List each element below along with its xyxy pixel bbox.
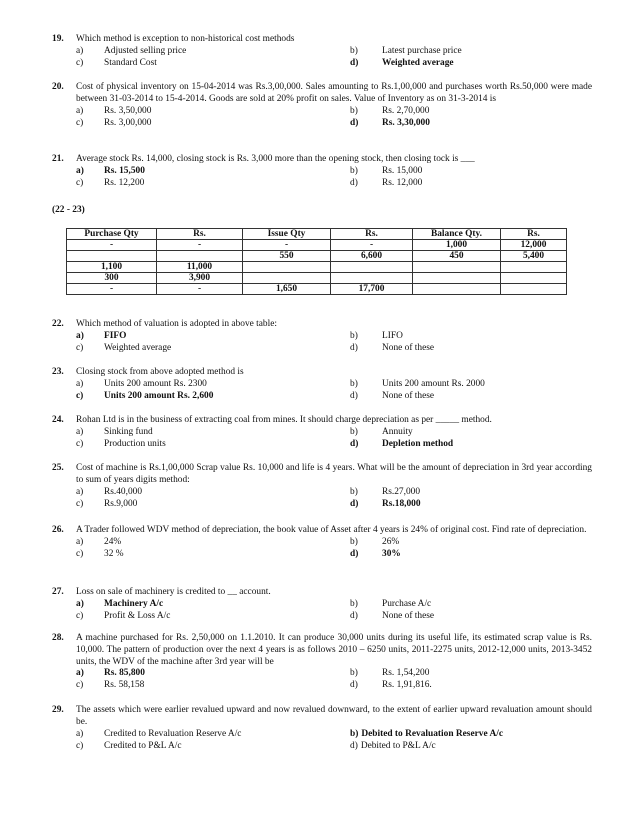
option-text: Rs.9,000: [104, 498, 138, 509]
stock-ledger-table: [66, 228, 567, 295]
option-label: d): [350, 117, 359, 128]
table-cell: 1,000: [413, 240, 501, 251]
option-text-answer: FIFO: [104, 330, 127, 341]
table-cell: -: [157, 284, 243, 295]
option-label: c): [76, 548, 84, 559]
column-header: Purchase Qty: [67, 229, 157, 240]
option-text: Rs. 12,200: [104, 177, 145, 188]
question-number: 24.: [52, 415, 64, 425]
table-header-row: [67, 229, 567, 240]
question-number: 20.: [52, 82, 64, 92]
option-text: Units 200 amount Rs. 2300: [104, 378, 207, 389]
table-cell: 6,600: [331, 251, 413, 262]
table-cell: 550: [243, 251, 331, 262]
option-text: Credited to P&L A/c: [104, 740, 182, 751]
option-label: b): [350, 536, 358, 547]
question-28: [52, 633, 592, 692]
option-label: a): [76, 165, 84, 176]
option-label: b): [350, 45, 358, 56]
table-row: [67, 273, 567, 284]
option-label: b): [350, 728, 359, 739]
table-cell: [157, 251, 243, 262]
table-cell: [67, 251, 157, 262]
option-text-answer: Units 200 amount Rs. 2,600: [104, 390, 214, 401]
option-text: Rs. 15,000: [382, 165, 423, 176]
option-text: Rs. 2,70,000: [382, 105, 430, 116]
table-cell: [243, 262, 331, 273]
option-label: b): [350, 378, 358, 389]
option-label: c): [76, 438, 84, 449]
option-label: d): [350, 342, 358, 353]
table-cell: [501, 262, 567, 273]
option-text: None of these: [382, 610, 435, 621]
table-cell: -: [331, 240, 413, 251]
column-header: Rs.: [331, 229, 413, 240]
question-number: 25.: [52, 463, 64, 473]
option-label: d): [350, 740, 358, 751]
option-label: c): [76, 740, 84, 751]
option-label: c): [76, 610, 84, 621]
question-number: 22.: [52, 319, 64, 329]
option-text-answer: Rs. 3,30,000: [382, 117, 430, 128]
option-text: Purchase A/c: [382, 598, 432, 609]
question-25: [52, 463, 592, 511]
question-number: 26.: [52, 525, 64, 535]
question-text: The assets which were earlier revalued upward and now revalued downward, to the extent of earlier upward revaluation amount should be.: [76, 705, 592, 727]
table-cell: [413, 273, 501, 284]
option-label: a): [76, 105, 84, 116]
table-row: [67, 251, 567, 262]
question-number: 28.: [52, 633, 64, 643]
option-label: d): [350, 390, 358, 401]
table-cell: [331, 262, 413, 273]
table-cell: 12,000: [501, 240, 567, 251]
table-cell: [413, 284, 501, 295]
option-text: Rs. 12,000: [382, 177, 423, 188]
option-label: b): [350, 105, 358, 116]
option-label: d): [350, 177, 358, 188]
option-text: Annuity: [382, 426, 413, 437]
question-21: [52, 154, 592, 190]
question-text: Which method of valuation is adopted in above table:: [76, 319, 277, 329]
column-header: Issue Qty: [243, 229, 331, 240]
table-cell: 450: [413, 251, 501, 262]
option-label: a): [76, 668, 84, 679]
option-label: b): [350, 426, 358, 437]
table-cell: 1,100: [67, 262, 157, 273]
table-cell: 3,900: [157, 273, 243, 284]
option-text: Rs. 3,00,000: [104, 117, 152, 128]
option-label: c): [76, 680, 84, 691]
option-label: a): [76, 45, 84, 56]
question-number: 23.: [52, 367, 64, 377]
question-text: A machine purchased for Rs. 2,50,000 on 1.1.2010. It can produce 30,000 units during its useful life, its estimated scrap value is Rs. 10,000. The pattern of production over the next 4 years is as follows 2010 – 6250 units, 2011-2275 units, 2012-12,000 units, 2013-3452 units, the WDV of the machine after 3rd year will be: [76, 633, 592, 667]
option-label: d): [350, 498, 359, 509]
option-text: Weighted average: [104, 342, 172, 353]
option-label: a): [76, 330, 84, 341]
option-text: Rs.27,000: [382, 486, 421, 497]
question-text: Loss on sale of machinery is credited to __ account.: [76, 587, 271, 597]
table-row: [67, 262, 567, 273]
option-label: d): [350, 438, 359, 449]
question-text: Closing stock from above adopted method is: [76, 367, 244, 377]
option-text: Profit & Loss A/c: [104, 610, 171, 621]
option-text-answer: Weighted average: [382, 57, 454, 68]
option-label: a): [76, 486, 84, 497]
table-cell: [331, 273, 413, 284]
question-text: Which method is exception to non-historical cost methods: [76, 34, 295, 44]
table-cell: 5,400: [501, 251, 567, 262]
option-label: b): [350, 598, 358, 609]
option-label: d): [350, 680, 358, 691]
option-label: a): [76, 426, 84, 437]
question-26: [52, 525, 592, 561]
option-text: Rs. 1,54,200: [382, 668, 430, 679]
table-cell: [243, 273, 331, 284]
table-cell: 1,650: [243, 284, 331, 295]
option-text: Debited to P&L A/c: [360, 740, 436, 751]
question-20: [52, 82, 592, 130]
option-text: Standard Cost: [104, 57, 157, 68]
option-label: a): [76, 536, 84, 547]
option-text: None of these: [382, 390, 435, 401]
option-label: c): [76, 57, 84, 68]
table-cell: [501, 284, 567, 295]
option-label: b): [350, 330, 358, 341]
table-cell: -: [67, 240, 157, 251]
question-24: [52, 415, 592, 451]
question-27: [52, 587, 592, 623]
option-text: 32 %: [104, 548, 124, 559]
option-label: c): [76, 342, 84, 353]
option-label: c): [76, 390, 84, 401]
column-header: Rs.: [157, 229, 243, 240]
option-text: Rs. 3,50,000: [104, 105, 152, 116]
question-text: Rohan Ltd is in the business of extracting coal from mines. It should charge depreciation as per _____ method.: [76, 415, 492, 425]
option-text-answer: Rs.18,000: [382, 498, 421, 509]
option-text-answer: Depletion method: [382, 438, 454, 449]
question-text: Average stock Rs. 14,000, closing stock is Rs. 3,000 more than the opening stock, then closing tock is ___: [76, 154, 475, 164]
option-text-answer: Machinery A/c: [104, 598, 164, 609]
column-header: Balance Qty.: [413, 229, 501, 240]
option-text-answer: 30%: [382, 548, 401, 559]
question-23: [52, 367, 592, 403]
option-label: c): [76, 177, 84, 188]
option-text: Sinking fund: [104, 426, 153, 437]
table-cell: -: [243, 240, 331, 251]
question-text: A Trader followed WDV method of depreciation, the book value of Asset after 4 years is 24% of original cost. Find rate of depreciation.: [76, 525, 587, 535]
option-text: Adjusted selling price: [104, 45, 187, 56]
question-number: 21.: [52, 154, 64, 164]
table-label: (22 - 23): [52, 205, 85, 215]
option-label: b): [350, 668, 358, 679]
table-row: [67, 284, 567, 295]
question-text: Cost of machine is Rs.1,00,000 Scrap value Rs. 10,000 and life is 4 years. What will be the amount of depreciation in 3rd year according to sum of years digits method:: [76, 463, 592, 485]
question-29: [52, 705, 592, 753]
question-number: 29.: [52, 705, 64, 715]
option-text: Production units: [104, 438, 166, 449]
option-label: c): [76, 498, 84, 509]
table-cell: 17,700: [331, 284, 413, 295]
option-text: 26%: [382, 536, 400, 547]
option-label: d): [350, 57, 359, 68]
table-cell: -: [157, 240, 243, 251]
option-text: LIFO: [382, 330, 403, 341]
option-label: b): [350, 165, 358, 176]
question-number: 27.: [52, 587, 64, 597]
option-text: Credited to Revaluation Reserve A/c: [104, 728, 242, 739]
table-cell: 300: [67, 273, 157, 284]
question-number: 19.: [52, 34, 64, 44]
option-text: 24%: [104, 536, 122, 547]
option-text-answer: Rs. 15,500: [104, 165, 145, 176]
option-text-answer: Rs. 85,800: [104, 668, 145, 679]
column-header: Rs.: [501, 229, 567, 240]
option-label: d): [350, 548, 359, 559]
table-cell: 11,000: [157, 262, 243, 273]
option-text: Rs. 58,158: [104, 680, 145, 691]
option-text: Units 200 amount Rs. 2000: [382, 378, 485, 389]
option-text: Latest purchase price: [382, 45, 462, 56]
option-label: a): [76, 378, 84, 389]
question-19: [52, 34, 592, 70]
table-row: [67, 240, 567, 251]
question-text: Cost of physical inventory on 15-04-2014 was Rs.3,00,000. Sales amounting to Rs.1,00,000 and purchases worth Rs.50,000 were made between 31-03-2014 to 15-4-2014. Goods are sold at 20% profit on sales. Value of Inventory as on 31-3-2014 is: [76, 82, 592, 104]
option-text-answer: Debited to Revaluation Reserve A/c: [361, 728, 503, 739]
option-label: b): [350, 486, 358, 497]
table-cell: [413, 262, 501, 273]
option-text: Rs. 1,91,816.: [382, 680, 432, 691]
option-label: a): [76, 728, 84, 739]
question-22: [52, 319, 592, 355]
option-label: d): [350, 610, 358, 621]
table-cell: [501, 273, 567, 284]
option-text: None of these: [382, 342, 435, 353]
option-label: c): [76, 117, 84, 128]
option-text: Rs.40,000: [104, 486, 143, 497]
table-cell: -: [67, 284, 157, 295]
option-label: a): [76, 598, 84, 609]
